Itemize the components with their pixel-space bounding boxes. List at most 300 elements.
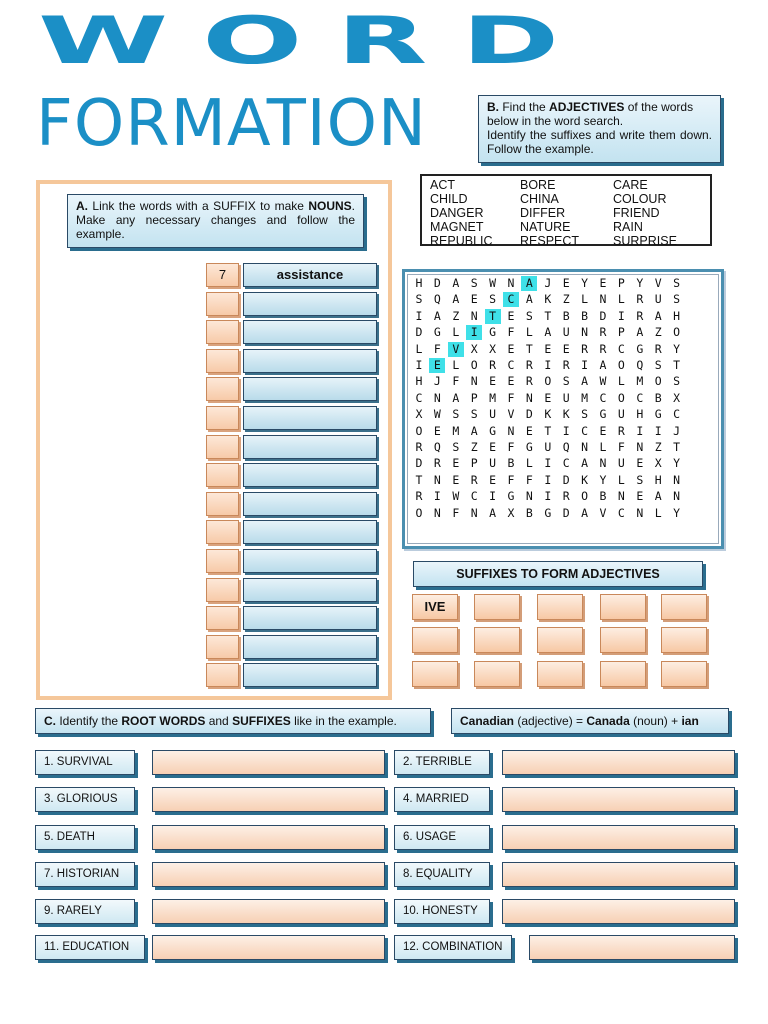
grid-letter[interactable]: L (452, 358, 460, 372)
grid-letter[interactable]: N (433, 390, 441, 405)
answer-field[interactable] (243, 406, 377, 430)
grid-letter[interactable]: C (581, 423, 589, 438)
row-number-box[interactable] (206, 463, 239, 487)
grid-letter[interactable]: G (433, 325, 441, 340)
row-number-box[interactable] (206, 492, 239, 516)
grid-letter[interactable]: Y (673, 456, 681, 471)
grid-letter[interactable]: E (452, 472, 460, 487)
grid-letter[interactable]: R (433, 456, 441, 471)
grid-letter[interactable]: Q (636, 358, 644, 372)
part-c-text-1: Identify the (56, 714, 122, 728)
grid-letter[interactable]: S (673, 374, 681, 389)
grid-letter[interactable]: I (544, 489, 552, 504)
suffix-box[interactable] (661, 661, 707, 687)
grid-letter[interactable]: U (654, 292, 662, 307)
grid-letter[interactable]: N (433, 472, 441, 487)
grid-letter[interactable]: R (415, 440, 423, 454)
grid-letter[interactable]: E (489, 374, 497, 389)
grid-letter[interactable]: S (452, 407, 460, 422)
answer-field[interactable] (243, 520, 377, 544)
grid-letter[interactable]: G (525, 440, 533, 454)
grid-letter[interactable]: U (562, 325, 570, 340)
grid-letter[interactable]: Z (654, 440, 662, 454)
grid-letter[interactable]: E (489, 440, 497, 454)
grid-letter[interactable]: D (562, 472, 570, 487)
answer-field[interactable] (243, 292, 377, 316)
grid-letter[interactable]: C (599, 390, 607, 405)
grid-letter[interactable]: Y (581, 276, 589, 290)
grid-letter[interactable]: A (452, 292, 460, 307)
grid-letter[interactable]: D (525, 407, 533, 422)
suffix-box[interactable] (474, 661, 520, 687)
suffix-box[interactable] (661, 594, 707, 620)
word-list-item: COLOUR (613, 192, 667, 206)
grid-letter[interactable]: E (470, 292, 478, 307)
grid-letter[interactable]: E (489, 472, 497, 487)
grid-letter[interactable]: E (525, 423, 533, 438)
row-number-box[interactable] (206, 292, 239, 316)
grid-letter[interactable]: S (415, 292, 423, 307)
grid-letter[interactable]: I (581, 358, 589, 372)
grid-letter[interactable]: W (433, 407, 441, 422)
grid-letter[interactable]: A (599, 358, 607, 372)
exercise-answer-field[interactable] (152, 787, 385, 812)
grid-letter[interactable]: N (636, 440, 644, 454)
row-number-box[interactable] (206, 520, 239, 544)
suffix-box[interactable] (474, 627, 520, 653)
grid-letter[interactable]: A (452, 390, 460, 405)
grid-letter[interactable]: S (489, 292, 497, 307)
exercise-word-label: 12. COMBINATION (394, 935, 512, 960)
grid-letter[interactable]: S (673, 276, 681, 290)
exercise-answer-field[interactable] (152, 899, 385, 924)
grid-letter[interactable]: N (599, 292, 607, 307)
grid-letter[interactable]: D (415, 325, 423, 340)
grid-letter[interactable]: X (470, 341, 478, 356)
grid-letter[interactable]: T (673, 440, 681, 454)
suffix-box[interactable] (537, 594, 583, 620)
grid-letter[interactable]: C (636, 390, 644, 405)
title-word: WORD (38, 2, 594, 79)
grid-letter[interactable]: L (654, 505, 662, 520)
suffix-box[interactable] (600, 661, 646, 687)
grid-letter[interactable]: K (544, 407, 552, 422)
answer-field[interactable] (243, 349, 377, 373)
word-list-item: BORE (520, 178, 556, 192)
grid-letter[interactable]: E (507, 308, 515, 323)
grid-letter[interactable]: W (599, 374, 607, 389)
grid-letter[interactable]: U (617, 456, 625, 471)
grid-letter[interactable]: I (544, 472, 552, 487)
grid-letter[interactable]: S (654, 358, 662, 372)
exercise-answer-field[interactable] (152, 862, 385, 887)
grid-letter[interactable]: R (415, 489, 423, 504)
grid-letter[interactable]: P (470, 456, 478, 471)
grid-letter[interactable]: L (581, 292, 589, 307)
grid-letter[interactable]: H (636, 407, 644, 422)
grid-letter[interactable]: G (599, 407, 607, 422)
grid-letter[interactable]: R (636, 308, 644, 323)
grid-letter[interactable]: N (673, 472, 681, 487)
grid-letter[interactable]: N (470, 505, 478, 520)
grid-letter[interactable]: I (654, 423, 662, 438)
suffix-box[interactable] (661, 627, 707, 653)
exercise-answer-field[interactable] (152, 935, 385, 960)
grid-letter[interactable]: N (507, 276, 515, 290)
grid-letter[interactable]: E (544, 390, 552, 405)
grid-letter[interactable]: G (544, 505, 552, 520)
grid-letter[interactable]: E (562, 341, 570, 356)
grid-letter[interactable]: T (673, 358, 681, 372)
grid-letter[interactable]: N (525, 390, 533, 405)
suffix-box[interactable] (537, 661, 583, 687)
grid-letter[interactable]: Z (452, 308, 460, 323)
grid-letter[interactable]: T (525, 341, 533, 356)
grid-letter[interactable]: A (581, 505, 589, 520)
grid-letter[interactable]: L (617, 292, 625, 307)
grid-letter[interactable]: O (617, 358, 625, 372)
grid-letter[interactable]: R (581, 341, 589, 356)
suffix-box[interactable]: IVE (412, 594, 458, 620)
answer-field[interactable] (243, 578, 377, 602)
grid-letter[interactable]: C (470, 489, 478, 504)
grid-letter[interactable]: U (489, 407, 497, 422)
row-number-box[interactable] (206, 320, 239, 344)
grid-letter[interactable]: P (470, 390, 478, 405)
grid-letter[interactable]: R (470, 472, 478, 487)
grid-letter[interactable]: I (466, 325, 482, 340)
grid-letter[interactable]: F (507, 472, 515, 487)
grid-letter[interactable]: R (525, 358, 533, 372)
grid-letter[interactable]: R (599, 325, 607, 340)
part-b-text-1: Find the (499, 100, 550, 114)
grid-letter[interactable]: A (489, 505, 497, 520)
grid-letter[interactable]: N (470, 374, 478, 389)
grid-letter[interactable]: I (562, 423, 570, 438)
grid-letter[interactable]: E (636, 456, 644, 471)
grid-letter[interactable]: G (654, 407, 662, 422)
grid-letter[interactable]: E (433, 423, 441, 438)
grid-letter[interactable]: B (507, 456, 515, 471)
grid-letter[interactable]: T (415, 472, 423, 487)
grid-letter[interactable]: T (544, 423, 552, 438)
grid-letter[interactable]: R (562, 489, 570, 504)
grid-letter[interactable]: N (525, 489, 533, 504)
grid-letter[interactable]: H (654, 472, 662, 487)
grid-letter[interactable]: J (433, 374, 441, 389)
grid-letter[interactable]: Z (470, 440, 478, 454)
answer-field[interactable] (243, 635, 377, 659)
grid-letter[interactable]: Q (433, 440, 441, 454)
exercise-answer-field[interactable] (529, 935, 735, 960)
answer-field[interactable] (243, 492, 377, 516)
grid-letter[interactable]: E (507, 374, 515, 389)
grid-letter[interactable]: V (654, 276, 662, 290)
grid-letter[interactable]: F (452, 374, 460, 389)
grid-letter[interactable]: G (489, 423, 497, 438)
row-number-box[interactable]: 7 (206, 263, 239, 287)
grid-letter[interactable]: F (617, 440, 625, 454)
grid-letter[interactable]: I (415, 358, 423, 372)
grid-letter[interactable]: D (415, 456, 423, 471)
grid-letter[interactable]: O (617, 390, 625, 405)
grid-letter[interactable]: C (507, 358, 515, 372)
grid-letter[interactable]: V (448, 342, 464, 357)
grid-letter[interactable]: Y (673, 341, 681, 356)
exercise-answer-field[interactable] (502, 787, 735, 812)
title-formation: FORMATION (36, 87, 427, 161)
grid-letter[interactable]: S (470, 276, 478, 290)
word-list-item: DANGER (430, 206, 484, 220)
grid-letter[interactable]: Q (433, 292, 441, 307)
exercise-word-label: 2. TERRIBLE (394, 750, 490, 775)
grid-letter[interactable]: L (525, 456, 533, 471)
grid-letter[interactable]: E (636, 489, 644, 504)
grid-letter[interactable]: O (581, 489, 589, 504)
answer-field[interactable] (243, 463, 377, 487)
exercise-answer-field[interactable] (502, 825, 735, 850)
grid-letter[interactable]: L (525, 325, 533, 340)
grid-letter[interactable]: U (617, 407, 625, 422)
suffix-box[interactable] (474, 594, 520, 620)
grid-letter[interactable]: R (654, 341, 662, 356)
grid-letter[interactable]: K (544, 292, 552, 307)
grid-letter[interactable]: X (489, 341, 497, 356)
grid-letter[interactable]: R (599, 341, 607, 356)
grid-letter[interactable]: C (415, 390, 423, 405)
grid-letter[interactable]: E (452, 456, 460, 471)
grid-letter[interactable]: A (521, 276, 537, 291)
grid-letter[interactable]: D (433, 276, 441, 290)
grid-letter[interactable]: O (673, 325, 681, 340)
grid-letter[interactable]: N (581, 440, 589, 454)
grid-letter[interactable]: I (489, 489, 497, 504)
grid-letter[interactable]: S (562, 374, 570, 389)
grid-letter[interactable]: F (507, 440, 515, 454)
grid-letter[interactable]: M (489, 390, 497, 405)
grid-letter[interactable]: F (452, 505, 460, 520)
exercise-answer-field[interactable] (502, 899, 735, 924)
grid-letter[interactable]: E (544, 341, 552, 356)
grid-letter[interactable]: F (507, 390, 515, 405)
grid-letter[interactable]: N (617, 489, 625, 504)
grid-letter[interactable]: U (562, 390, 570, 405)
grid-letter[interactable]: X (654, 456, 662, 471)
answer-field[interactable] (243, 435, 377, 459)
answer-field[interactable] (243, 663, 377, 687)
suffix-box[interactable] (412, 627, 458, 653)
grid-letter[interactable]: R (489, 358, 497, 372)
grid-letter[interactable]: K (581, 472, 589, 487)
grid-letter[interactable]: P (617, 325, 625, 340)
example-canada: Canada (586, 714, 630, 728)
grid-letter[interactable]: N (507, 423, 515, 438)
answer-field[interactable] (243, 549, 377, 573)
grid-letter[interactable]: F (525, 472, 533, 487)
grid-letter[interactable]: G (489, 325, 497, 340)
row-number-box[interactable] (206, 349, 239, 373)
grid-letter[interactable]: O (415, 423, 423, 438)
grid-letter[interactable]: L (415, 341, 423, 356)
row-number-box[interactable] (206, 606, 239, 630)
grid-letter[interactable]: W (489, 276, 497, 290)
row-number-box[interactable] (206, 549, 239, 573)
row-number-box[interactable] (206, 377, 239, 401)
exercise-answer-field[interactable] (152, 825, 385, 850)
answer-field[interactable] (243, 377, 377, 401)
grid-letter[interactable]: M (452, 423, 460, 438)
grid-letter[interactable]: L (452, 325, 460, 340)
grid-letter[interactable]: E (599, 423, 607, 438)
row-number-box[interactable] (206, 635, 239, 659)
grid-letter[interactable]: V (599, 505, 607, 520)
grid-letter[interactable]: B (525, 505, 533, 520)
grid-letter[interactable]: A (654, 308, 662, 323)
row-number-box[interactable] (206, 578, 239, 602)
grid-letter[interactable]: X (415, 407, 423, 422)
grid-letter[interactable]: A (581, 456, 589, 471)
grid-letter[interactable]: X (673, 390, 681, 405)
row-number-box[interactable] (206, 406, 239, 430)
grid-letter[interactable]: O (544, 374, 552, 389)
grid-letter[interactable]: A (452, 276, 460, 290)
suffix-box[interactable] (600, 627, 646, 653)
grid-letter[interactable]: B (599, 489, 607, 504)
grid-letter[interactable]: A (636, 325, 644, 340)
grid-letter[interactable]: S (581, 407, 589, 422)
grid-letter[interactable]: U (489, 456, 497, 471)
grid-letter[interactable]: H (673, 308, 681, 323)
grid-letter[interactable]: T (485, 309, 501, 324)
grid-letter[interactable]: Q (562, 440, 570, 454)
grid-letter[interactable]: O (654, 374, 662, 389)
grid-letter[interactable]: I (433, 489, 441, 504)
word-list-item: ACT (430, 178, 455, 192)
grid-letter[interactable]: S (470, 407, 478, 422)
grid-letter[interactable]: Z (654, 325, 662, 340)
grid-letter[interactable]: W (452, 489, 460, 504)
grid-letter[interactable]: L (599, 440, 607, 454)
grid-letter[interactable]: R (562, 358, 570, 372)
grid-letter[interactable]: E (562, 276, 570, 290)
grid-letter[interactable]: Y (599, 472, 607, 487)
part-a-instructions (67, 194, 364, 248)
grid-letter[interactable]: A (581, 374, 589, 389)
grid-letter[interactable]: P (617, 276, 625, 290)
grid-letter[interactable]: I (544, 358, 552, 372)
row-number-box[interactable] (206, 663, 239, 687)
grid-letter[interactable]: J (673, 423, 681, 438)
grid-letter[interactable]: Y (673, 505, 681, 520)
grid-letter[interactable]: A (525, 292, 533, 307)
grid-letter[interactable]: R (617, 423, 625, 438)
grid-letter[interactable]: F (507, 325, 515, 340)
suffix-box[interactable] (412, 661, 458, 687)
grid-letter[interactable]: R (525, 374, 533, 389)
grid-letter[interactable]: M (636, 374, 644, 389)
grid-letter[interactable]: R (636, 292, 644, 307)
grid-letter[interactable]: H (415, 276, 423, 290)
grid-letter[interactable]: I (415, 308, 423, 323)
exercise-word-label: 4. MARRIED (394, 787, 490, 812)
grid-letter[interactable]: K (562, 407, 570, 422)
grid-letter[interactable]: A (470, 423, 478, 438)
grid-letter[interactable]: N (599, 456, 607, 471)
grid-letter[interactable]: N (636, 505, 644, 520)
part-c-suffixes: SUFFIXES (232, 714, 291, 728)
grid-letter[interactable]: B (581, 308, 589, 323)
grid-letter[interactable]: F (433, 341, 441, 356)
grid-letter[interactable]: E (507, 341, 515, 356)
grid-letter[interactable]: C (617, 341, 625, 356)
grid-letter[interactable]: J (544, 276, 552, 290)
grid-letter[interactable]: N (433, 505, 441, 520)
grid-letter[interactable]: S (525, 308, 533, 323)
exercise-word-label: 9. RARELY (35, 899, 135, 924)
grid-letter[interactable]: I (544, 456, 552, 471)
grid-letter[interactable]: C (673, 407, 681, 422)
grid-letter[interactable]: S (452, 440, 460, 454)
word-list-item: CHINA (520, 192, 559, 206)
grid-letter[interactable]: Z (562, 292, 570, 307)
suffix-box[interactable] (600, 594, 646, 620)
grid-letter[interactable]: I (636, 423, 644, 438)
grid-letter[interactable]: N (470, 308, 478, 323)
grid-letter[interactable]: B (562, 308, 570, 323)
grid-letter[interactable]: N (581, 325, 589, 340)
row-number-box[interactable] (206, 435, 239, 459)
grid-letter[interactable]: G (507, 489, 515, 504)
grid-letter[interactable]: X (507, 505, 515, 520)
suffix-box[interactable] (537, 627, 583, 653)
grid-letter[interactable]: A (544, 325, 552, 340)
grid-letter[interactable]: U (544, 440, 552, 454)
word-list-item: CARE (613, 178, 648, 192)
answer-field[interactable] (243, 606, 377, 630)
grid-letter[interactable]: C (617, 505, 625, 520)
grid-letter[interactable]: D (562, 505, 570, 520)
exercise-answer-field[interactable] (152, 750, 385, 775)
word-list-item: FRIEND (613, 206, 660, 220)
grid-letter[interactable]: B (654, 390, 662, 405)
answer-field[interactable] (243, 320, 377, 344)
grid-letter[interactable]: T (544, 308, 552, 323)
grid-letter[interactable]: N (673, 489, 681, 504)
grid-letter[interactable]: I (617, 308, 625, 323)
grid-letter[interactable]: A (654, 489, 662, 504)
grid-letter[interactable]: M (581, 390, 589, 405)
grid-letter[interactable]: V (507, 407, 515, 422)
grid-letter[interactable]: Y (636, 276, 644, 290)
grid-letter[interactable]: H (415, 374, 423, 389)
grid-letter[interactable]: S (636, 472, 644, 487)
exercise-answer-field[interactable] (502, 750, 735, 775)
grid-letter[interactable]: L (617, 374, 625, 389)
grid-letter[interactable]: E (429, 358, 445, 373)
answer-field[interactable]: assistance (243, 263, 377, 287)
grid-letter[interactable]: S (673, 292, 681, 307)
grid-letter[interactable]: O (470, 358, 478, 372)
grid-letter[interactable]: C (503, 292, 519, 307)
grid-letter[interactable]: L (617, 472, 625, 487)
grid-letter[interactable]: A (433, 308, 441, 323)
grid-letter[interactable]: C (562, 456, 570, 471)
grid-letter[interactable]: E (599, 276, 607, 290)
grid-letter[interactable]: G (636, 341, 644, 356)
grid-letter[interactable]: O (415, 505, 423, 520)
exercise-answer-field[interactable] (502, 862, 735, 887)
grid-letter[interactable]: D (599, 308, 607, 323)
